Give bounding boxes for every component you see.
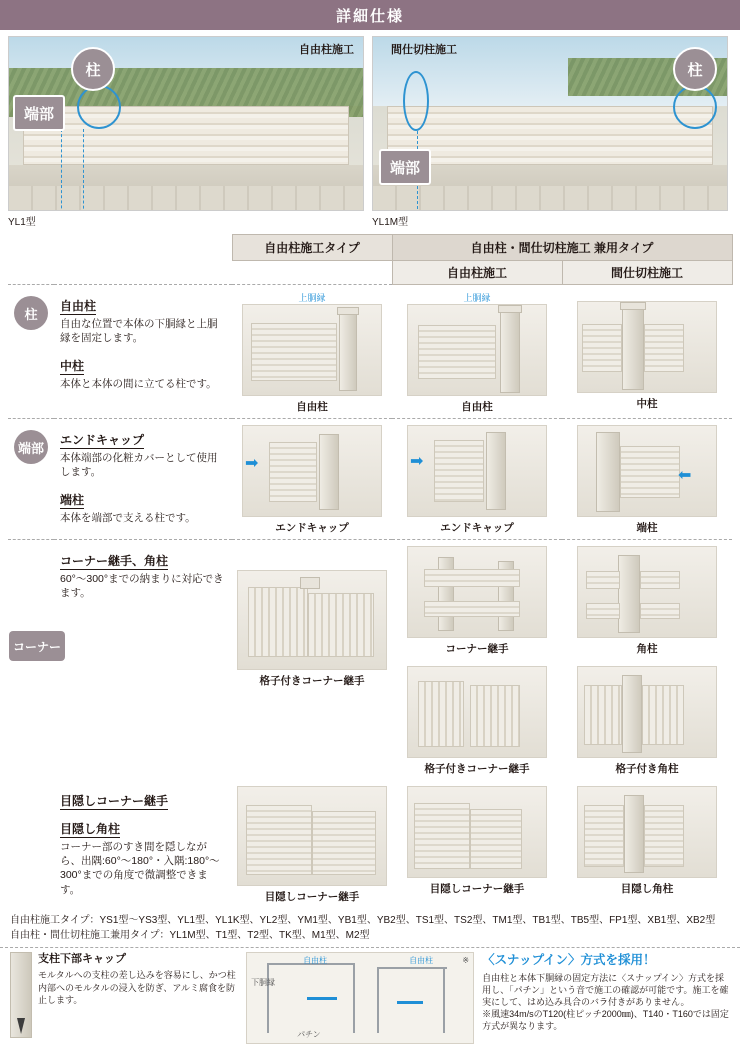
diagram-mark: ※: [462, 956, 470, 965]
figure-caption: 自由柱: [461, 401, 493, 413]
figure-caption: 自由柱: [296, 401, 328, 413]
post-cap: [498, 305, 522, 313]
desc-text-middle-post: 本体と本体の間に立てる柱です。: [60, 378, 217, 391]
spec-table-wrap: [0, 228, 740, 908]
photo-paving: [9, 186, 363, 210]
arrow-icon: ➡: [245, 455, 259, 472]
lattice-right: [642, 685, 684, 745]
figure-note-upper-rail: 上胴縁: [463, 293, 491, 303]
figure-caption: 角柱: [636, 643, 658, 655]
badge-post: 柱: [14, 296, 48, 330]
figure-note-upper-rail: 上胴縁: [298, 293, 326, 303]
snapin-text: 自由柱と本体下胴縁の固定方法に〈スナップイン〉方式を採用し、「パチン」という音で施工の確認が可能です。施工を確実にして、はめ込み具合のバラ付きがありません。: [482, 972, 729, 1007]
lattice-right: [308, 593, 374, 657]
row-desc-corner-3: [54, 780, 232, 908]
arrow-icon: ➡: [410, 453, 424, 470]
figure-image: [577, 301, 717, 393]
figure-free-post-b: [392, 285, 562, 419]
post-shape: [624, 795, 644, 873]
row-desc-corner-2: [54, 660, 232, 780]
figure-caption: 格子付きコーナー継手: [424, 763, 530, 775]
rail-lower: [424, 601, 520, 617]
figure-image: [407, 786, 547, 878]
arrow-icon: ⬅: [678, 467, 692, 484]
desc-title-middle-post: 中柱: [60, 359, 85, 374]
photo-tag-end: 端部: [13, 95, 65, 131]
table-row-corner: [8, 540, 732, 661]
post-shape: [339, 311, 357, 391]
figure-image: [407, 666, 547, 758]
blind-panel-right: [644, 805, 684, 867]
desc-text-end-cap: 本体端部の化粧カバーとして使用します。: [60, 452, 218, 479]
figure-lattice-square-post: [562, 660, 732, 780]
figure-caption: エンドキャップ: [440, 522, 514, 534]
rail-right: [640, 571, 680, 589]
table-row-post: [8, 285, 732, 419]
photo-tag-post: 柱: [673, 47, 717, 91]
diagram-label-lower-rail: 下胴縁: [251, 978, 276, 987]
table-sub-header-row: [8, 261, 732, 285]
figure-caption: 目隠しコーナー継手: [429, 883, 525, 895]
diagram-label-free-post-1: 自由柱: [303, 956, 328, 965]
photo-yl1: [8, 36, 364, 211]
diagram-label-snap: パチン: [297, 1030, 321, 1039]
desc-title-end-cap: エンドキャップ: [60, 433, 145, 447]
figure-caption: 目隠し角柱: [620, 883, 674, 895]
figure-image: [237, 786, 387, 886]
diagram-line: [353, 963, 355, 1033]
figure-end-cap-a: [232, 419, 392, 540]
post-shape: [596, 432, 620, 512]
photo-marker-partition: [403, 71, 429, 131]
row-desc-post: [54, 285, 232, 419]
figure-caption: エンドキャップ: [275, 522, 349, 534]
footnote-combo-types: 自由柱・間仕切柱施工兼用タイプ：YL1M型、T1型、T2型、TK型、M1型、M2型: [10, 929, 370, 941]
footnotes: [0, 908, 740, 945]
bottom-cap-text: モルタルへの支柱の差し込みを容易にし、かつ柱内部へのモルタルの浸入を防ぎ、アルミ腐食を防止します。: [38, 970, 236, 1005]
diagram-line: [377, 967, 379, 1033]
fence-slats: [418, 325, 496, 379]
photo-paving: [373, 186, 727, 210]
bottom-snapin-block: [482, 952, 730, 1044]
lattice-left: [248, 587, 308, 657]
desc-title-free-post: 自由柱: [60, 299, 97, 313]
diagram-line: [377, 967, 447, 969]
desc-text-end-post: 本体を端部で支える柱です。: [60, 512, 196, 525]
diagram-label-free-post-2: 自由柱: [409, 956, 434, 965]
bottom-cap-block: [10, 952, 238, 1044]
figure-square-post: [562, 540, 732, 661]
rail-right-lower: [640, 603, 680, 619]
table-group-header-row: [8, 235, 732, 261]
figure-lattice-corner-joint-a: [232, 540, 392, 781]
lattice-right: [470, 685, 520, 747]
photo-tag-end: 端部: [379, 149, 431, 185]
rail-upper: [424, 569, 520, 587]
snapin-note: ※風速34m/sのT120(柱ピッチ2000㎜)、T140・T160では固定方式が異なります。: [482, 1008, 729, 1032]
sub-header-partition-post: 間仕切柱施工: [562, 261, 732, 285]
rail-left: [586, 571, 620, 589]
figure-image: [577, 546, 717, 638]
row-badge-cell: [8, 285, 54, 419]
figure-caption: 格子付き角柱: [615, 763, 679, 775]
fence-slats: [620, 446, 680, 498]
post-shape: [500, 309, 520, 393]
bottom-section: [0, 947, 740, 1052]
group-header-free-post: 自由柱施工タイプ: [232, 235, 392, 261]
figure-caption: 格子付きコーナー継手: [259, 675, 365, 687]
post-shape: [622, 306, 644, 390]
desc-title-blind-corner-joint: 目隠しコーナー継手: [60, 794, 169, 808]
photo-caption-yl1: YL1型: [8, 217, 36, 228]
figure-blind-square-post: [562, 780, 732, 908]
group-header-combo: 自由柱・間仕切柱施工 兼用タイプ: [392, 235, 732, 261]
figure-caption: 中柱: [636, 398, 658, 410]
post-shape: [622, 675, 642, 753]
fence-slats-left: [582, 324, 622, 372]
row-badge-cell: [8, 419, 54, 540]
photo-label-partition: 間仕切柱施工: [391, 44, 457, 56]
diagram-line: [443, 967, 445, 1033]
desc-title-blind-square-post: 目隠し角柱: [60, 822, 121, 836]
figure-end-cap-b: [392, 419, 562, 540]
figure-image: [577, 425, 717, 517]
photo-leader-post: [83, 129, 84, 211]
photo-label-free-post: 自由柱施工: [299, 44, 354, 56]
post-shape: [486, 432, 506, 510]
table-row-end: [8, 419, 732, 540]
figure-image: [577, 786, 717, 878]
figure-end-post: [562, 419, 732, 540]
diagram-line: [267, 963, 269, 1033]
figure-lattice-corner-joint-b: [392, 660, 562, 780]
snapin-diagram: [246, 952, 474, 1044]
figure-blind-corner-joint-b: [392, 780, 562, 908]
photo-fence: [387, 106, 713, 165]
photo-block-yl1: [8, 36, 364, 228]
figure-image: [577, 666, 717, 758]
fence-slats-right: [644, 324, 684, 372]
post-shape: [618, 555, 640, 633]
figure-image: [237, 570, 387, 670]
photo-caption-yl1m: YL1M型: [372, 217, 409, 228]
snapin-title: 〈スナップイン〉方式を採用！: [482, 953, 656, 967]
lattice-left: [584, 685, 622, 745]
photo-block-yl1m: [372, 36, 728, 228]
figure-image: [407, 304, 547, 396]
post-cap: [620, 302, 646, 310]
desc-text-blind-corner: コーナー部のすき間を隠しながら、出隅:60°〜180°・入隅:180°〜300°までの角度で微調整できます。: [60, 841, 220, 896]
post-cap: [337, 307, 359, 315]
figure-caption: 目隠しコーナー継手: [264, 891, 360, 903]
fence-slats: [269, 442, 317, 502]
row-badge-cell: [8, 540, 61, 909]
blind-panel-left: [414, 803, 470, 869]
page-title: 詳細仕様: [335, 7, 404, 25]
blind-panel-left: [246, 805, 312, 875]
diagram-highlight: [307, 997, 337, 1000]
desc-text-free-post: 自由な位置で本体の下胴縁と上胴縁を固定します。: [60, 318, 218, 345]
bottom-cap-title: 支柱下部キャップ: [38, 953, 127, 965]
badge-corner: コーナー: [9, 631, 65, 661]
desc-title-corner-joint: コーナー継手、角柱: [60, 554, 169, 568]
diagram-highlight: [397, 1001, 423, 1004]
blind-panel-right: [312, 811, 376, 875]
figure-middle-post: [562, 285, 732, 419]
rail-left-lower: [586, 603, 620, 619]
blind-panel-right: [470, 809, 522, 869]
spec-table: [8, 234, 733, 908]
bottom-diagram-block: [246, 952, 474, 1044]
corner-cap: [300, 577, 320, 589]
photo-row: [0, 30, 740, 228]
photo-fence: [23, 106, 349, 165]
photo-yl1m: [372, 36, 728, 211]
row-desc-corner-1: [54, 540, 232, 661]
figure-caption: 端柱: [636, 522, 658, 534]
fence-slats: [434, 440, 484, 502]
post-shape: [319, 434, 339, 510]
figure-image: [242, 304, 382, 396]
figure-free-post-a: [232, 285, 392, 419]
sub-header-free-post: 自由柱施工: [392, 261, 562, 285]
page-title-bar: [0, 0, 740, 30]
desc-title-end-post: 端柱: [60, 493, 85, 508]
row-desc-end: [54, 419, 232, 540]
badge-end: 端部: [14, 430, 48, 464]
figure-image: [407, 546, 547, 638]
figure-caption: コーナー継手: [445, 643, 509, 655]
figure-blind-corner-joint-a: [232, 780, 392, 908]
fence-slats: [251, 323, 337, 381]
blind-panel-left: [584, 805, 624, 867]
desc-text-corner-joint: 60°〜300°までの納まりに対応できます。: [60, 573, 224, 600]
figure-corner-joint: [392, 540, 562, 661]
photo-marker-post: [673, 85, 717, 129]
figure-image: [242, 425, 382, 517]
table-row-corner-bottom: [8, 780, 732, 908]
post-bottom-cap-figure: [10, 952, 32, 1038]
photo-tag-post: 柱: [71, 47, 115, 91]
figure-image: [407, 425, 547, 517]
photo-marker-post: [77, 85, 121, 129]
lattice-left: [418, 681, 464, 747]
footnote-free-post-types: 自由柱施工タイプ：YS1型〜YS3型、YL1型、YL1K型、YL2型、YM1型、YB1型、YB2型、TS1型、TS2型、TM1型、TB1型、TB5型、FP1型、XB1型、XB2型: [10, 915, 716, 926]
photo-leader-end: [61, 129, 62, 211]
